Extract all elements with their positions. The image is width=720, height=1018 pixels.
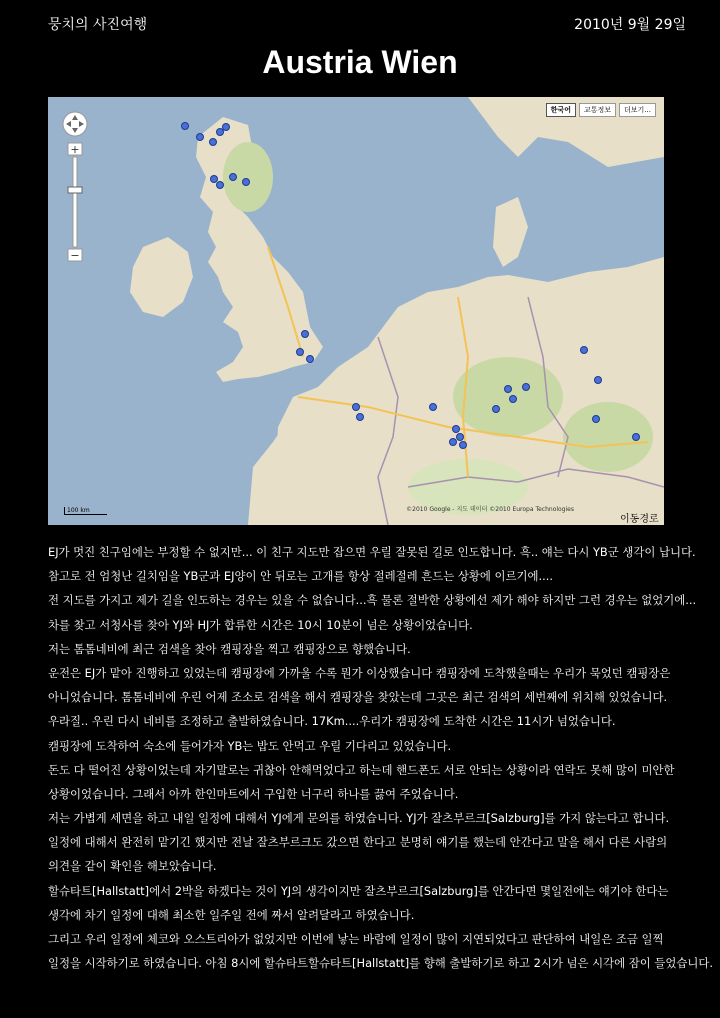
zoom-slider-handle[interactable] <box>68 187 82 193</box>
pin[interactable] <box>197 134 204 141</box>
pin[interactable] <box>353 404 360 411</box>
paragraph-line: 생각에 차기 일정에 대해 최소한 일주일 전에 짜서 알려달라고 하였습니다. <box>48 907 415 922</box>
paragraph-line: 일정을 시작하기로 하였습니다. 아침 8시에 할슈타트할슈타트[Hallstatt]를 향해 출발하기로 하고 2시가 넘은 시각에 잠이 들었습니다. <box>48 956 714 971</box>
paragraph-line: EJ가 멋진 친구임에는 부정할 수 없지만... 이 친구 지도만 잡으면 우릴 잘못된 길로 인도합니다. 흑.. 얘는 다시 YB군 생각이 납니다. <box>48 545 696 559</box>
pin[interactable] <box>357 414 364 421</box>
route-caption: 이동경로 <box>620 514 659 525</box>
minus-icon: − <box>70 249 80 262</box>
pin[interactable] <box>430 404 437 411</box>
pin[interactable] <box>217 129 224 136</box>
map-canvas <box>48 97 664 525</box>
pin[interactable] <box>297 349 304 356</box>
scale-label: 100 km <box>64 507 107 515</box>
pin[interactable] <box>230 174 237 181</box>
pin[interactable] <box>460 442 467 449</box>
paragraph-line: 의견을 같이 확인을 해보았습니다. <box>48 859 217 874</box>
paragraph-line: 아니었습니다. 톰톰네비에 우린 어제 조소로 검색을 해서 캠핑장을 찾았는데 그곳은 최근 검색의 세번째에 위치해 있었습니다. <box>48 690 668 705</box>
page-title: Austria Wien <box>262 44 458 80</box>
map-attribution: ©2010 Google - 지도 데이터 ©2010 Europa Technologies <box>406 506 574 513</box>
route-map[interactable] <box>48 97 664 525</box>
pin[interactable] <box>302 331 309 338</box>
paragraph-line: 차를 찾고 서청사를 찾아 YJ와 HJ가 합류한 시간은 10시 10분이 넘은 상황이었습니다. <box>48 617 473 632</box>
zoom-control[interactable] <box>60 109 90 269</box>
map-type-buttons <box>546 103 656 117</box>
paragraph-line: 저는 가볍게 세면을 하고 내일 일정에 대해서 YJ에게 문의를 하였습니다. YJ가 잘츠부르크[Salzburg]를 가지 않는다고 합니다. <box>48 811 670 826</box>
pin[interactable] <box>211 176 218 183</box>
zoom-slider-track[interactable] <box>73 157 77 247</box>
pin[interactable] <box>581 347 588 354</box>
pin[interactable] <box>505 386 512 393</box>
paragraph-line: 캠핑장에 도착하여 숙소에 들어가자 YB는 밥도 안먹고 우릴 기다리고 있었습니다. <box>48 738 452 753</box>
paragraph-line: 돈도 다 떨어진 상황이었는데 자기말로는 귀찮아 안해먹었다고 하는데 핸드폰도 서로 안되는 상황이라 연락도 못해 많이 미안한 <box>48 762 675 777</box>
map-language-button[interactable]: 한국어 <box>546 103 576 117</box>
pin[interactable] <box>595 377 602 384</box>
pin[interactable] <box>182 123 189 130</box>
paragraph-line: 우라질.. 우린 다시 네비를 조정하고 출발하였습니다. 17Km....우리가 캠핑장에 도착한 시간은 11시가 넘었습니다. <box>48 714 616 729</box>
paragraph-line: 전 지도를 가지고 제가 길을 인도하는 경우는 있을 수 없습니다...흑 물론 절박한 상황에선 제가 해야 하지만 그런 경우는 없었기에... <box>48 593 697 608</box>
plus-icon: + <box>70 143 80 156</box>
pin[interactable] <box>457 434 464 441</box>
blog-name: 뭉치의 사진여행 <box>48 17 148 33</box>
pin[interactable] <box>633 434 640 441</box>
pin[interactable] <box>453 426 460 433</box>
map-more-button[interactable]: 더보기... <box>619 103 656 117</box>
paragraph-line: 저는 톰톰네비에 최근 검색을 찾아 캠핑장을 찍고 캠핑장으로 향했습니다. <box>48 641 411 656</box>
pin[interactable] <box>510 396 517 403</box>
paragraph-line: 상황이었습니다. 그래서 아까 한인마트에서 구입한 너구리 하나를 끓여 주었습니다. <box>48 786 459 801</box>
map-traffic-button[interactable]: 교통정보 <box>579 103 616 117</box>
pin[interactable] <box>217 182 224 189</box>
paragraph-line: 운전은 EJ가 맡아 진행하고 있었는데 캠핑장에 가까울 수록 뭔가 이상했습니다 캠핑장에 도착했을때는 우리가 묵었던 캠핑장은 <box>48 665 671 680</box>
pin[interactable] <box>593 416 600 423</box>
paragraph-line: 일정에 대해서 완전히 맡기긴 했지만 전날 잘츠부르크도 갔으면 한다고 분명히 얘기를 했는데 안간다고 말을 해서 다른 사람의 <box>48 835 668 850</box>
pin[interactable] <box>210 139 217 146</box>
post-date: 2010년 9월 29일 <box>574 17 686 33</box>
post-body <box>48 540 714 975</box>
pin[interactable] <box>523 384 530 391</box>
map-scale <box>64 507 107 515</box>
pin[interactable] <box>307 356 314 363</box>
pin[interactable] <box>243 179 250 186</box>
pin[interactable] <box>493 406 500 413</box>
pin[interactable] <box>223 124 230 131</box>
paragraph-line: 참고로 전 엄청난 길치임을 YB군과 EJ양이 안 뒤로는 고개를 항상 절레절레 흔드는 상황에 이르기에.... <box>48 569 554 584</box>
paragraph-line: 그리고 우리 일정에 체코와 오스트리아가 없었지만 이번에 낳는 바람에 일정이 많이 지연되었다고 판단하여 내일은 조금 일찍 <box>48 932 664 946</box>
pin[interactable] <box>450 439 457 446</box>
paragraph-line: 할슈타트[Hallstatt]에서 2박을 하겠다는 것이 YJ의 생각이지만 잘츠부르크[Salzburg]를 안간다면 몇일전에는 얘기야 한다는 <box>48 883 669 898</box>
